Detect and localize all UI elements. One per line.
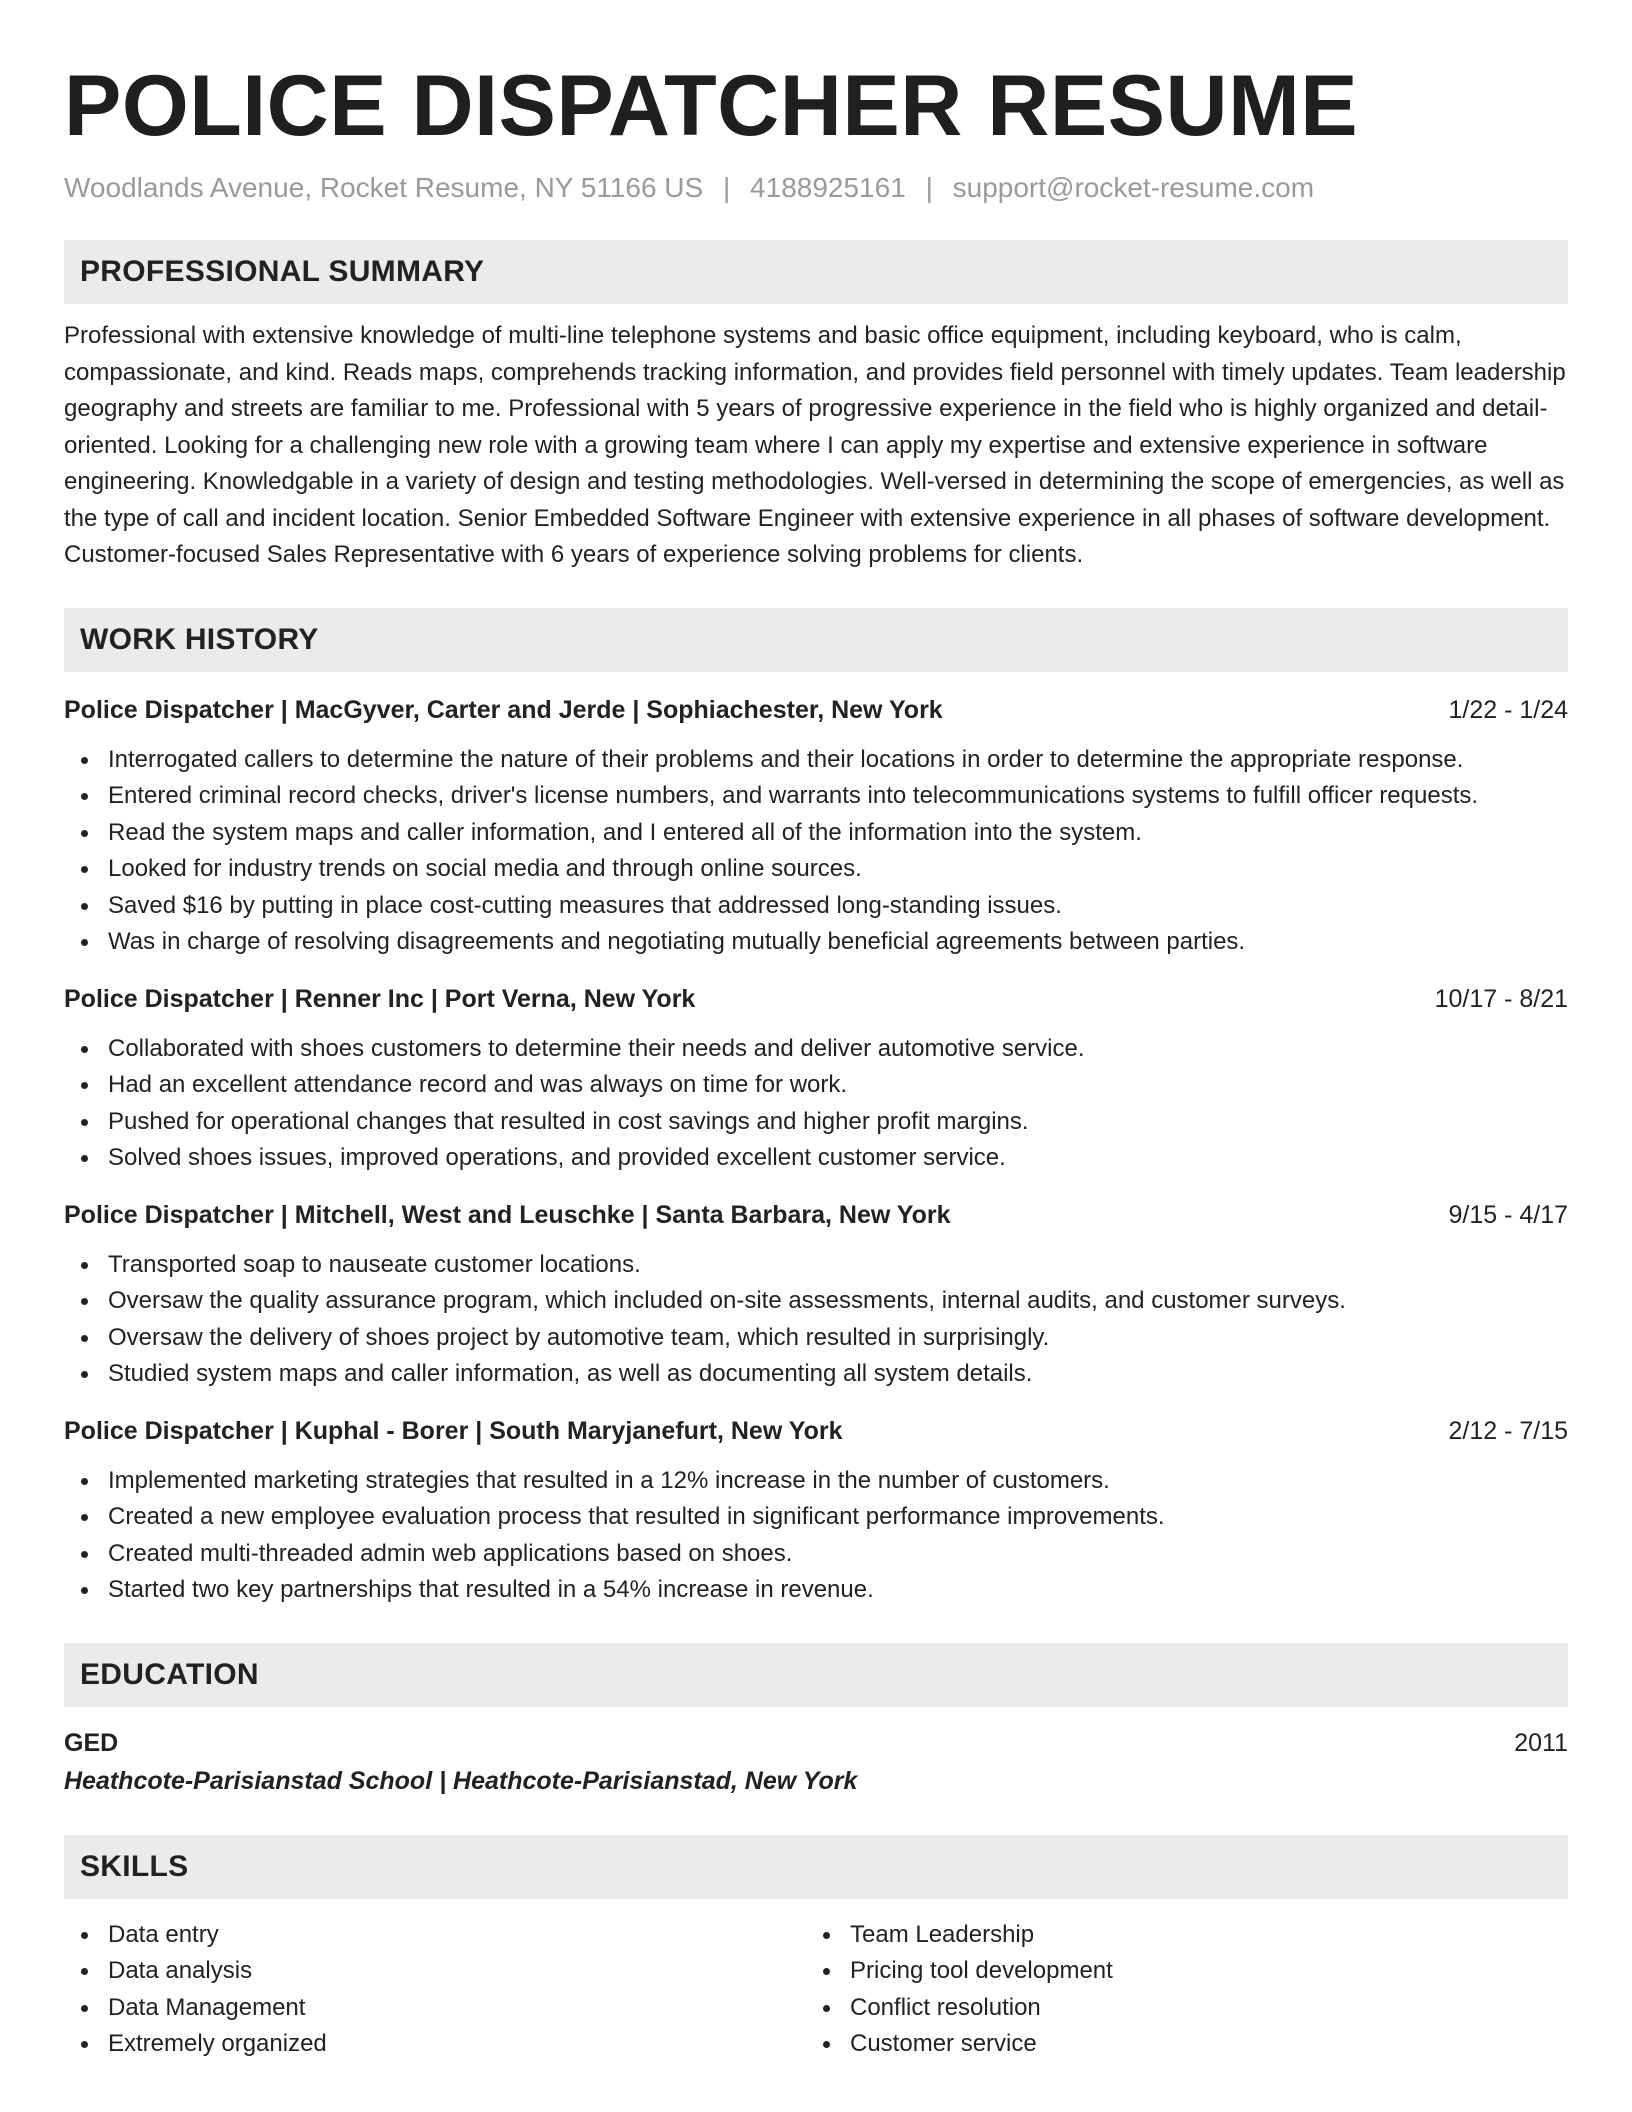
job-title: Police Dispatcher | Kuphal - Borer | South Maryjanefurt, New York	[64, 1416, 843, 1445]
job-dates: 10/17 - 8/21	[1434, 984, 1568, 1013]
skill-item: Data Management	[108, 1990, 806, 2027]
job-bullet: Created a new employee evaluation process that resulted in significant performance improvements.	[108, 1499, 1568, 1536]
section-title-work-history: WORK HISTORY	[80, 622, 319, 656]
skills-columns	[64, 1917, 1568, 2063]
section-header-education	[64, 1643, 1568, 1707]
job-bullet: Looked for industry trends on social media and through online sources.	[108, 851, 1568, 888]
job-dates: 1/22 - 1/24	[1448, 695, 1568, 724]
job-entry	[64, 692, 1568, 961]
job-bullets	[64, 1463, 1568, 1609]
education-header	[64, 1725, 1568, 1761]
job-dates: 2/12 - 7/15	[1448, 1416, 1568, 1445]
education-degree: GED	[64, 1728, 119, 1757]
summary-text: Professional with extensive knowledge of multi-line telephone systems and basic office equipment, including keyboard, who is calm, compassionate, and kind. Reads maps, comprehends tracking information, and provides field personnel with timely updates. Team leadership geography and streets are familiar to me. Professional with 5 years of progressive experience in the field who is highly organized and detail-oriented. Looking for a challenging new role with a growing team where I can apply my expertise and extensive experience in software engineering. Knowledgable in a variety of design and testing methodologies. Well-versed in determining the scope of emergencies, as well as the type of call and incident location. Senior Embedded Software Engineer with extensive experience in all phases of software development. Customer-focused Sales Representative with 6 years of experience solving problems for clients.	[64, 322, 1566, 568]
job-title: Police Dispatcher | Renner Inc | Port Verna, New York	[64, 984, 696, 1013]
section-title-skills: SKILLS	[80, 1849, 189, 1883]
contact-line	[64, 170, 1568, 206]
job-bullet: Saved $16 by putting in place cost-cutting measures that addressed long-standing issues.	[108, 888, 1568, 925]
section-title-summary: PROFESSIONAL SUMMARY	[80, 255, 485, 288]
skill-item: Data analysis	[108, 1953, 806, 1990]
job-header	[64, 1197, 1568, 1233]
contact-separator: |	[925, 172, 933, 203]
section-title-education: EDUCATION	[80, 1657, 259, 1691]
job-dates: 9/15 - 4/17	[1448, 1200, 1568, 1229]
job-bullet: Interrogated callers to determine the nature of their problems and their locations in order to determine the appropriate response.	[108, 742, 1568, 779]
job-bullet: Oversaw the quality assurance program, which included on-site assessments, internal audits, and customer surveys.	[108, 1283, 1568, 1320]
contact-phone: 4188925161	[750, 172, 906, 203]
resume-title: POLICE DISPATCHER RESUME	[64, 58, 1359, 154]
skill-item: Data entry	[108, 1917, 806, 1954]
job-header	[64, 1413, 1568, 1449]
section-header-work-history	[64, 608, 1568, 672]
education-year: 2011	[1514, 1728, 1568, 1757]
job-bullets	[64, 1247, 1568, 1393]
job-title: Police Dispatcher | Mitchell, West and Leuschke | Santa Barbara, New York	[64, 1200, 951, 1229]
skills-list-right	[806, 1917, 1548, 2063]
job-header	[64, 692, 1568, 728]
job-bullet: Oversaw the delivery of shoes project by automotive team, which resulted in surprisingly.	[108, 1320, 1568, 1357]
skill-item: Extremely organized	[108, 2026, 806, 2063]
job-title: Police Dispatcher | MacGyver, Carter and Jerde | Sophiachester, New York	[64, 695, 943, 724]
job-bullet: Transported soap to nauseate customer locations.	[108, 1247, 1568, 1284]
section-header-skills	[64, 1835, 1568, 1899]
job-bullet: Was in charge of resolving disagreements and negotiating mutually beneficial agreements between parties.	[108, 924, 1568, 961]
job-bullet: Pushed for operational changes that resulted in cost savings and higher profit margins.	[108, 1104, 1568, 1141]
skills-list-left	[64, 1917, 806, 2063]
job-bullet: Implemented marketing strategies that resulted in a 12% increase in the number of customers.	[108, 1463, 1568, 1500]
job-bullets	[64, 742, 1568, 961]
job-bullet: Studied system maps and caller information, as well as documenting all system details.	[108, 1356, 1568, 1393]
job-bullet: Had an excellent attendance record and was always on time for work.	[108, 1067, 1568, 1104]
job-bullet: Read the system maps and caller information, and I entered all of the information into the system.	[108, 815, 1568, 852]
skill-item: Pricing tool development	[850, 1953, 1548, 1990]
job-bullet: Collaborated with shoes customers to determine their needs and deliver automotive service.	[108, 1031, 1568, 1068]
job-bullet: Created multi-threaded admin web applications based on shoes.	[108, 1536, 1568, 1573]
job-entry	[64, 1197, 1568, 1393]
job-bullet: Solved shoes issues, improved operations, and provided excellent customer service.	[108, 1140, 1568, 1177]
education-entry	[64, 1725, 1568, 1801]
job-bullet: Started two key partnerships that resulted in a 54% increase in revenue.	[108, 1572, 1568, 1609]
job-header	[64, 981, 1568, 1017]
skill-item: Team Leadership	[850, 1917, 1548, 1954]
job-bullet: Entered criminal record checks, driver's license numbers, and warrants into telecommunications systems to fulfill officer requests.	[108, 778, 1568, 815]
skill-item: Conflict resolution	[850, 1990, 1548, 2027]
contact-address: Woodlands Avenue, Rocket Resume, NY 51166 US	[64, 172, 704, 203]
contact-separator: |	[722, 172, 731, 203]
contact-email: support@rocket-resume.com	[952, 172, 1315, 203]
job-bullets	[64, 1031, 1568, 1177]
education-school: Heathcote-Parisianstad School | Heathcote-Parisianstad, New York	[64, 1766, 858, 1795]
section-header-summary	[64, 240, 1568, 304]
skill-item: Customer service	[850, 2026, 1548, 2063]
job-entry	[64, 1413, 1568, 1609]
job-entry	[64, 981, 1568, 1177]
